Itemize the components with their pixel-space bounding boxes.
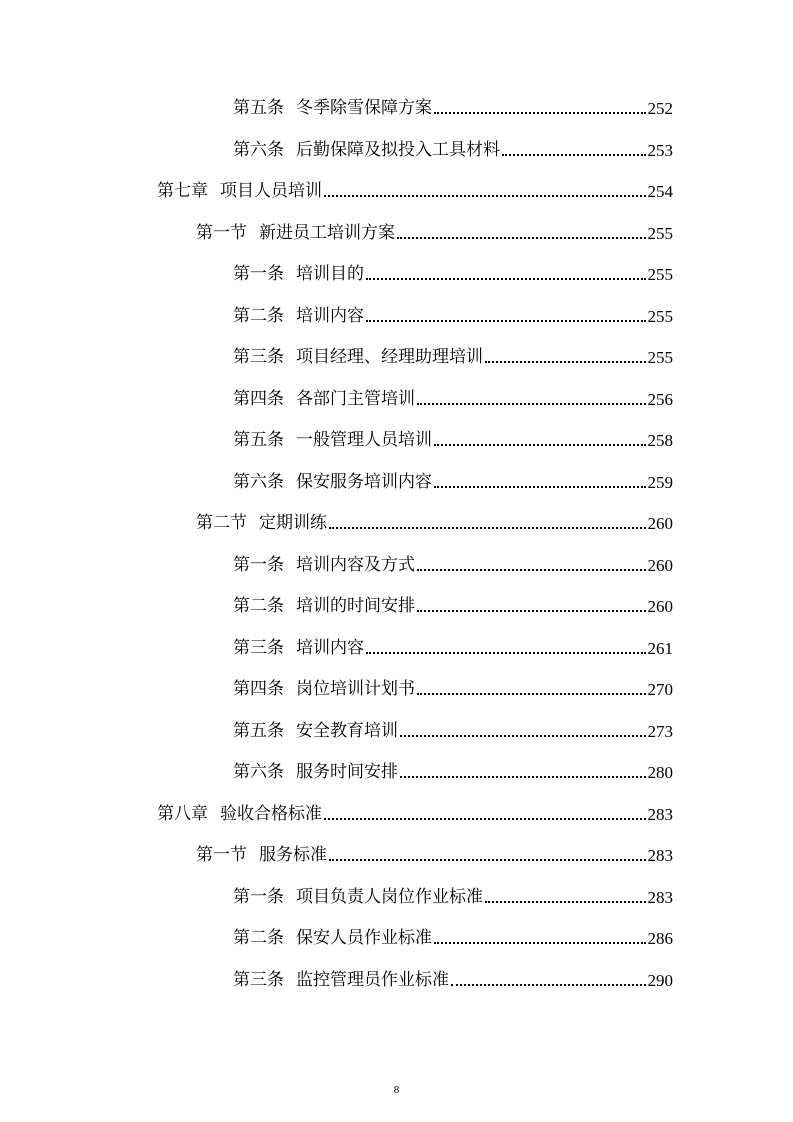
toc-entry-number: 第五条	[233, 430, 284, 451]
toc-entry-page: 283	[647, 846, 673, 866]
toc-entry-page: 270	[647, 680, 673, 700]
toc-entry[interactable]	[0, 296, 793, 338]
toc-entry-title: 培训的时间安排	[296, 596, 415, 617]
toc-entry[interactable]	[0, 918, 793, 960]
toc-entry-number: 第二条	[233, 305, 284, 326]
toc-entry[interactable]	[0, 545, 793, 587]
page-number: 8	[393, 1084, 400, 1096]
toc-dot-leader	[400, 723, 646, 740]
toc-entry-title: 项目负责人岗位作业标准	[296, 886, 483, 907]
toc-dot-leader	[434, 432, 646, 449]
toc-entry[interactable]	[0, 794, 793, 836]
table-of-contents	[0, 88, 793, 1001]
toc-dot-leader	[417, 598, 646, 615]
toc-entry-title: 培训内容及方式	[296, 554, 415, 575]
toc-entry-number: 第一条	[233, 554, 284, 575]
toc-entry-page: 283	[647, 804, 673, 824]
toc-dot-leader	[502, 142, 646, 159]
toc-dot-leader	[434, 474, 646, 491]
toc-entry-title: 安全教育培训	[296, 720, 398, 741]
toc-entry-number: 第三条	[233, 347, 284, 368]
toc-entry-page: 258	[647, 431, 673, 451]
toc-entry[interactable]	[0, 254, 793, 296]
toc-entry-number: 第六条	[233, 762, 284, 783]
toc-entry[interactable]	[0, 462, 793, 504]
toc-entry-title: 培训内容	[296, 305, 364, 326]
toc-entry-page: 273	[647, 721, 673, 741]
toc-entry[interactable]	[0, 503, 793, 545]
toc-entry-page: 260	[647, 514, 673, 534]
toc-dot-leader	[366, 266, 646, 283]
toc-entry-title: 监控管理员作业标准	[296, 969, 449, 990]
toc-dot-leader	[417, 681, 646, 698]
toc-entry-page: 286	[647, 929, 673, 949]
toc-entry-number: 第三条	[233, 637, 284, 658]
toc-entry-title: 服务标准	[259, 845, 327, 866]
toc-entry-page: 259	[647, 472, 673, 492]
toc-entry-title: 项目人员培训	[220, 181, 322, 202]
toc-entry-title: 定期训练	[259, 513, 327, 534]
toc-entry-title: 项目经理、经理助理培训	[296, 347, 483, 368]
toc-entry-number: 第二条	[233, 596, 284, 617]
toc-entry[interactable]	[0, 130, 793, 172]
toc-dot-leader	[324, 806, 646, 823]
toc-dot-leader	[324, 183, 646, 200]
toc-entry-title: 培训目的	[296, 264, 364, 285]
toc-entry-number: 第六条	[233, 471, 284, 492]
toc-entry-number: 第三条	[233, 969, 284, 990]
toc-entry-number: 第六条	[233, 139, 284, 160]
toc-entry-number: 第七章	[157, 181, 208, 202]
toc-dot-leader	[397, 225, 646, 242]
toc-entry[interactable]	[0, 213, 793, 255]
toc-entry[interactable]	[0, 628, 793, 670]
toc-entry-number: 第一节	[196, 222, 247, 243]
toc-dot-leader	[485, 889, 646, 906]
toc-entry-title: 后勤保障及拟投入工具材料	[296, 139, 500, 160]
toc-dot-leader	[329, 515, 646, 532]
toc-entry-title: 各部门主管培训	[296, 388, 415, 409]
toc-entry-title: 服务时间安排	[296, 762, 398, 783]
toc-entry-page: 254	[647, 182, 673, 202]
toc-entry[interactable]	[0, 379, 793, 421]
toc-dot-leader	[434, 100, 646, 117]
toc-entry[interactable]	[0, 752, 793, 794]
toc-entry[interactable]	[0, 669, 793, 711]
toc-entry[interactable]	[0, 337, 793, 379]
toc-entry-title: 新进员工培训方案	[259, 222, 395, 243]
toc-dot-leader	[434, 930, 646, 947]
toc-entry-title: 岗位培训计划书	[296, 679, 415, 700]
toc-entry-page: 252	[647, 99, 673, 119]
toc-entry-page: 290	[647, 970, 673, 990]
toc-dot-leader	[417, 391, 646, 408]
toc-entry-page: 260	[647, 597, 673, 617]
toc-entry-page: 255	[647, 265, 673, 285]
toc-entry[interactable]	[0, 420, 793, 462]
toc-dot-leader	[417, 557, 646, 574]
toc-entry-number: 第二节	[196, 513, 247, 534]
toc-entry-title: 冬季除雪保障方案	[296, 98, 432, 119]
toc-dot-leader	[366, 308, 646, 325]
toc-entry-title: 一般管理人员培训	[296, 430, 432, 451]
toc-entry-title: 培训内容	[296, 637, 364, 658]
toc-entry[interactable]	[0, 586, 793, 628]
toc-entry[interactable]	[0, 877, 793, 919]
toc-entry-title: 验收合格标准	[220, 803, 322, 824]
toc-entry-page: 280	[647, 763, 673, 783]
toc-entry-number: 第一节	[196, 845, 247, 866]
toc-entry-number: 第四条	[233, 388, 284, 409]
toc-dot-leader	[485, 349, 646, 366]
toc-entry-number: 第八章	[157, 803, 208, 824]
toc-dot-leader	[400, 764, 646, 781]
toc-entry-title: 保安人员作业标准	[296, 928, 432, 949]
toc-entry-page: 253	[647, 140, 673, 160]
toc-entry-number: 第五条	[233, 98, 284, 119]
toc-entry-number: 第五条	[233, 720, 284, 741]
toc-entry[interactable]	[0, 960, 793, 1002]
toc-entry-page: 256	[647, 389, 673, 409]
toc-entry-page: 255	[647, 223, 673, 243]
toc-entry-page: 255	[647, 306, 673, 326]
toc-entry-number: 第二条	[233, 928, 284, 949]
toc-dot-leader	[451, 972, 646, 989]
toc-entry-number: 第四条	[233, 679, 284, 700]
toc-entry-number: 第一条	[233, 264, 284, 285]
toc-entry-page: 260	[647, 555, 673, 575]
toc-entry-title: 保安服务培训内容	[296, 471, 432, 492]
toc-entry-number: 第一条	[233, 886, 284, 907]
toc-entry-page: 261	[647, 638, 673, 658]
toc-entry[interactable]	[0, 171, 793, 213]
toc-dot-leader	[329, 847, 646, 864]
toc-entry-page: 255	[647, 348, 673, 368]
toc-entry[interactable]	[0, 711, 793, 753]
toc-entry[interactable]	[0, 835, 793, 877]
toc-entry-page: 283	[647, 887, 673, 907]
toc-dot-leader	[366, 640, 646, 657]
toc-entry[interactable]	[0, 88, 793, 130]
